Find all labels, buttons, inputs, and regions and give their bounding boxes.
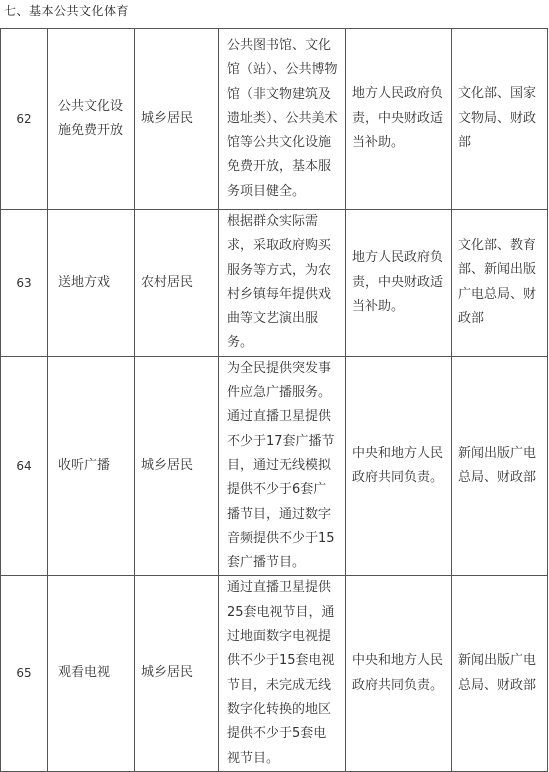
responsible-agency: 文化部、教育部、新闻出版广电总局、财政部 (452, 210, 548, 357)
service-name: 观看电视 (48, 576, 135, 771)
row-number: 63 (1, 210, 48, 357)
service-standard: 通过直播卫星提供25套电视节目，通过地面数字电视提供不少于15套电视节目，未完成无线数字化转换的地区提供不少于5套电视节目。 (219, 576, 346, 771)
service-name: 公共文化设施免费开放 (48, 29, 135, 210)
section-title: 七、基本公共文化体育 (4, 4, 130, 18)
funding-responsibility: 地方人民政府负责，中央财政适当补助。 (346, 210, 452, 357)
row-number: 65 (1, 576, 48, 771)
service-name: 送地方戏 (48, 210, 135, 357)
service-recipients: 农村居民 (135, 210, 219, 357)
service-standard: 为全民提供突发事件应急广播服务。通过直播卫星提供不少于17套广播节目，通过无线模拟提供不少于6套广播节目，通过数字音频提供不少于15套广播节目。 (219, 356, 346, 576)
service-recipients: 城乡居民 (135, 576, 219, 771)
table-row (1, 210, 548, 357)
table-row (1, 576, 548, 771)
funding-responsibility: 中央和地方人民政府共同负责。 (346, 356, 452, 576)
services-table (0, 28, 548, 772)
table-row (1, 29, 548, 210)
funding-responsibility: 中央和地方人民政府共同负责。 (346, 576, 452, 771)
responsible-agency: 文化部、国家文物局、财政部 (452, 29, 548, 210)
service-standard: 根据群众实际需求，采取政府购买服务等方式，为农村乡镇每年提供戏曲等文艺演出服务。 (219, 210, 346, 357)
table-row (1, 356, 548, 576)
responsible-agency: 新闻出版广电总局、财政部 (452, 576, 548, 771)
responsible-agency: 新闻出版广电总局、财政部 (452, 356, 548, 576)
service-standard: 公共图书馆、文化馆（站）、公共博物馆（非文物建筑及遗址类）、公共美术馆等公共文化设施免费开放，基本服务项目健全。 (219, 29, 346, 210)
row-number: 64 (1, 356, 48, 576)
funding-responsibility: 地方人民政府负责，中央财政适当补助。 (346, 29, 452, 210)
service-recipients: 城乡居民 (135, 29, 219, 210)
service-name: 收听广播 (48, 356, 135, 576)
service-recipients: 城乡居民 (135, 356, 219, 576)
row-number: 62 (1, 29, 48, 210)
